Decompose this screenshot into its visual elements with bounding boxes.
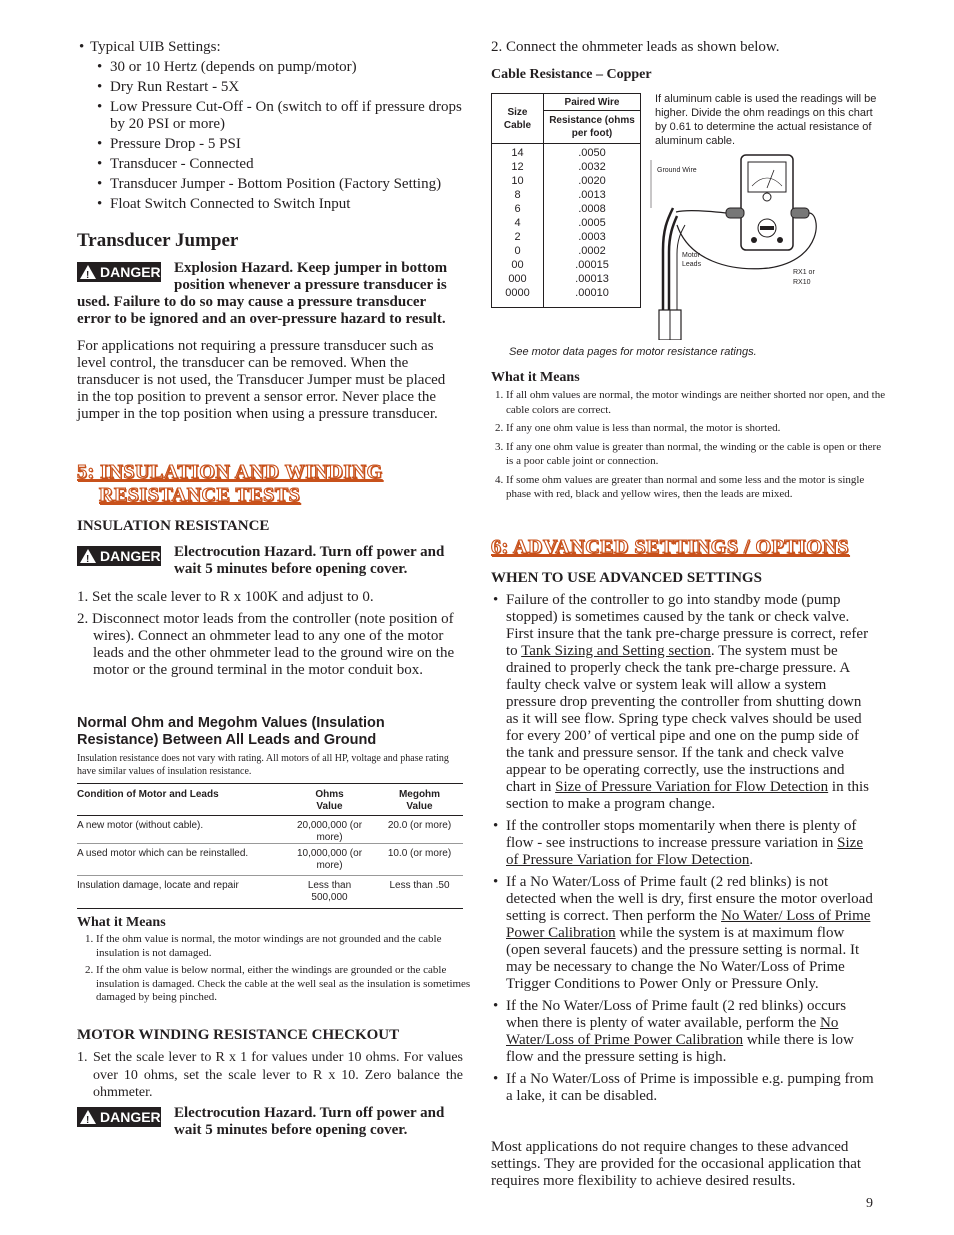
what-it-means-item: 1. If the ohm value is normal, the motor windings are not grounded and the cable insulation is not damaged. [96, 933, 478, 960]
probe-left [726, 208, 744, 218]
ohm-table-row [77, 816, 463, 844]
winding-danger-block [77, 1105, 463, 1139]
jumper-danger-block [77, 260, 463, 328]
resistance-header: Resistance (ohms per foot) [544, 111, 641, 144]
uib-setting-item: • Low Pressure Cut-Off - On (switch to off if pressure drops by 20 PSI or more) [110, 99, 463, 133]
advanced-bullet-2: • If the controller stops momentarily when there is plenty of flow - see instructions to increase pressure variation in Size of Pressure Variation for Flow Detection. [506, 818, 876, 869]
insulation-danger-block [77, 544, 463, 578]
uib-settings-list [77, 59, 463, 213]
ohm-values-heading: Normal Ohm and Megohm Values (Insulation Resistance) Between All Leads and Ground [77, 715, 385, 748]
cable-size: 10 [511, 175, 524, 187]
uib-setting-item: • Transducer - Connected [110, 156, 463, 173]
power-calibration-link[interactable]: No Water/Loss of Prime Power Calibration [506, 1015, 839, 1048]
tank-sizing-link[interactable]: Tank Sizing and Setting section [521, 643, 711, 659]
section5-heading: 5: INSULATION AND WINDING RESISTANCE TESTS [77, 461, 383, 506]
cable-size: 00 [511, 259, 524, 271]
pressure-variation-link[interactable]: Size of Pressure Variation for Flow Detection [555, 779, 829, 795]
pressure-variation-link[interactable]: Size of Pressure Variation for Flow Detection [506, 835, 863, 868]
what-it-means-item: 2. If any one ohm value is less than normal, the motor is shorted. [506, 421, 891, 436]
advanced-bullet-5: • If a No Water/Loss of Prime is impossible e.g. pumping from a lake, it can be disabled. [506, 1071, 876, 1105]
danger-badge: ! DANGER [77, 1107, 161, 1127]
ground-wire-label: Ground Wire [657, 167, 697, 174]
cable-size: 0000 [505, 287, 530, 299]
condition-cell: A used motor which can be reinstalled. [77, 848, 249, 859]
cable-resistance: .0032 [578, 161, 606, 173]
condition-cell: Insulation damage, locate and repair [77, 880, 239, 891]
cable-resistance: .0020 [578, 175, 606, 187]
cable-size: 12 [511, 161, 524, 173]
uib-settings [77, 39, 463, 216]
uib-setting-item: • Transducer Jumper - Bottom Position (Factory Setting) [110, 176, 463, 193]
winding-checkout-heading: MOTOR WINDING RESISTANCE CHECKOUT [77, 1027, 400, 1043]
transducer-jumper-heading: Transducer Jumper [77, 230, 239, 251]
what-it-means-heading: What it Means [77, 915, 166, 930]
cable-size: 0 [514, 245, 521, 257]
ohm-table-row [77, 844, 463, 876]
what-it-means-item: 3. If any one ohm value is greater than normal, the winding or the cable is open or there is a poor cable joint or connection. [506, 440, 891, 469]
insulation-resistance-heading: INSULATION RESISTANCE [77, 518, 270, 534]
resistance-column [544, 144, 641, 308]
danger-badge: ! DANGER [77, 262, 161, 282]
cable-size: 14 [511, 147, 524, 159]
uib-intro: • Typical UIB Settings: [79, 39, 221, 55]
cable-size: 4 [514, 217, 521, 229]
rx-label: RX1 or RX10 [793, 269, 815, 286]
uib-setting-item: • 30 or 10 Hertz (depends on pump/motor) [110, 59, 463, 76]
uib-setting-item: • Dry Run Restart - 5X [110, 79, 463, 96]
what-it-means-item: 2. If the ohm value is below normal, either the windings are grounded or the cable insulation is damaged. Check the cable at the well seal as the insulation is sometimes damaged by being pinched. [96, 964, 478, 1005]
power-calibration-link[interactable]: No Water/ Loss of Prime Power Calibration [506, 908, 871, 941]
what-it-means-list [491, 388, 891, 506]
cable-resistance: .00015 [575, 259, 609, 271]
section6-heading: 6: ADVANCED SETTINGS / OPTIONS [491, 536, 850, 558]
megohm-cell: 20.0 (or more) [387, 820, 452, 831]
closing-paragraph: Most applications do not require changes to these advanced settings. They are provided for the occasional application that requires more flexibility to achieve desired results. [491, 1139, 862, 1189]
probe-right [791, 208, 809, 218]
step-2-connect: 2. Connect the ohmmeter leads as shown below. [491, 39, 780, 55]
jumper-paragraph: For applications not requiring a pressure transducer such as level control, the transducer can be removed. When the transducer is not used, the Transducer Jumper must be placed in the top position to prevent a sensor error. Never place the jumper in the top position when using a pressure transducer. [77, 338, 446, 422]
paired-wire-header: Paired Wire [544, 94, 641, 111]
megohm-cell: 10.0 (or more) [387, 848, 452, 859]
cable-size: 6 [514, 203, 521, 215]
cable-resistance: .00013 [575, 273, 609, 285]
jumper-warning-first: Explosion Hazard. Keep jumper in bottom position whenever a pressure transducer is [174, 260, 448, 293]
cable-size: 000 [508, 273, 527, 285]
step-2: 2. Disconnect motor leads from the controller (note position of wires). Connect an ohmmeter lead to any one of the motor leads and the other ohmmeter lead to the ground wire on the motor or the ground terminal in the motor conduit box. [77, 611, 455, 678]
advanced-bullet-1: • Failure of the controller to go into standby mode (pump stopped) is sometimes caused by the tank or check valve. First insure that the tank pre-charge pressure is correct, refer to Tank Sizing and Setting section. The system must be drained to properly check the tank pre-charge pressure. A faulty check valve or system leak will allow a system pressure drop preventing the controller from shutting down as it will see flow. Spring type check valves should be used for every 200’ of vertical pipe and one on the pump side of the tank and pressure sensor. If the tank and check valve appear to be operating correctly, use the instructions and chart in Size of Pressure Variation for Flow Detection in this section to make a program change. [506, 592, 876, 813]
what-it-means-item: 1. If all ohm values are normal, the motor windings are neither shorted nor open, and the cable colors are correct. [506, 388, 891, 417]
what-it-means-item: 4. If some ohm values are greater than normal and some less and the motor is single phase with red, black and yellow wires, then the leads are mixed. [506, 473, 891, 502]
advanced-settings-list [491, 592, 876, 1105]
ohm-values-table [77, 783, 463, 909]
what-it-means-list [77, 933, 478, 1009]
cable-resistance: .0005 [578, 217, 606, 229]
electrocution-warning: Electrocution Hazard. Turn off power and wait 5 minutes before opening cover. [174, 1105, 445, 1138]
uib-setting-item: • Pressure Drop - 5 PSI [110, 136, 463, 153]
warning-icon: ! [80, 549, 96, 563]
warning-icon: ! [80, 1110, 96, 1124]
ohm-table-header: Condition of Motor and Leads Ohms Value Megohm Value [77, 783, 463, 816]
ohmmeter-diagram [649, 150, 849, 340]
ohm-table-body [77, 816, 463, 909]
megohm-cell: Less than .50 [389, 880, 450, 891]
size-cable-header: Size Cable [492, 94, 544, 144]
warning-icon: ! [80, 265, 96, 279]
ohm-table-row [77, 876, 463, 909]
when-to-use-heading: WHEN TO USE ADVANCED SETTINGS [491, 570, 762, 586]
advanced-bullet-3: • If a No Water/Loss of Prime fault (2 red blinks) is not detected when the well is dry, first ensure the motor overload setting is correct. Then perform the No Water/ Loss of Prime Power Calibration while the system is at maximum flow (open several faucets) and the pressure setting is normal. It may be necessary to change the No Water/Loss of Prime Trigger Conditions to Power Only or Pressure Only. [506, 874, 876, 993]
condition-cell: A new motor (without cable). [77, 820, 204, 831]
page-number: 9 [866, 1196, 873, 1211]
motor-leads-label: Motor Leads [682, 252, 702, 268]
winding-step-1: 1. Set the scale lever to R x 1 for values under 10 ohms. For values over 10 ohms, set the scale lever to R x 10. Zero balance the ohmmeter. [77, 1050, 463, 1100]
ohms-cell: 20,000,000 (or more) [296, 820, 363, 843]
electrocution-warning: Electrocution Hazard. Turn off power and wait 5 minutes before opening cover. [174, 544, 445, 577]
ohms-cell: 10,000,000 (or more) [296, 848, 363, 871]
advanced-bullet-4: • If the No Water/Loss of Prime fault (2 red blinks) occurs when there is plenty of water available, perform the No Water/Loss of Prime Power Calibration while there is low flow and the pressure setting is high. [506, 998, 876, 1066]
cable-resistance-table [491, 93, 641, 308]
ohm-values-note: Insulation resistance does not vary with rating. All motors of all HP, voltage and phase rating have similar values of insulation resistance. [77, 753, 449, 777]
jumper-warning-rest: used. Failure to do so may cause a pressure transducer error to be ignored and an over-pressure hazard to result. [77, 294, 446, 327]
cable-resistance: .0013 [578, 189, 606, 201]
size-column [492, 144, 544, 308]
uib-setting-item: • Float Switch Connected to Switch Input [110, 196, 463, 213]
what-it-means-heading: What it Means [491, 370, 580, 385]
aluminum-note: If aluminum cable is used the readings will be higher. Divide the ohm readings on this chart by 0.61 to determine the actual resistance of aluminum cable. [655, 93, 877, 147]
ohms-cell: Less than 500,000 [307, 880, 352, 903]
cable-resistance: .0003 [578, 231, 606, 243]
cable-resistance: .0002 [578, 245, 606, 257]
cable-resistance: .0008 [578, 203, 606, 215]
danger-badge: ! DANGER [77, 546, 161, 566]
step-1: 1. Set the scale lever to R x 100K and adjust to 0. [77, 589, 374, 605]
insulation-steps [77, 589, 463, 679]
cable-resistance: .0050 [578, 147, 606, 159]
cable-resistance-heading: Cable Resistance – Copper [491, 67, 652, 82]
see-motor-note: See motor data pages for motor resistance ratings. [509, 346, 757, 358]
cable-resistance: .00010 [575, 287, 609, 299]
cable-size: 2 [514, 231, 521, 243]
cable-size: 8 [514, 189, 521, 201]
